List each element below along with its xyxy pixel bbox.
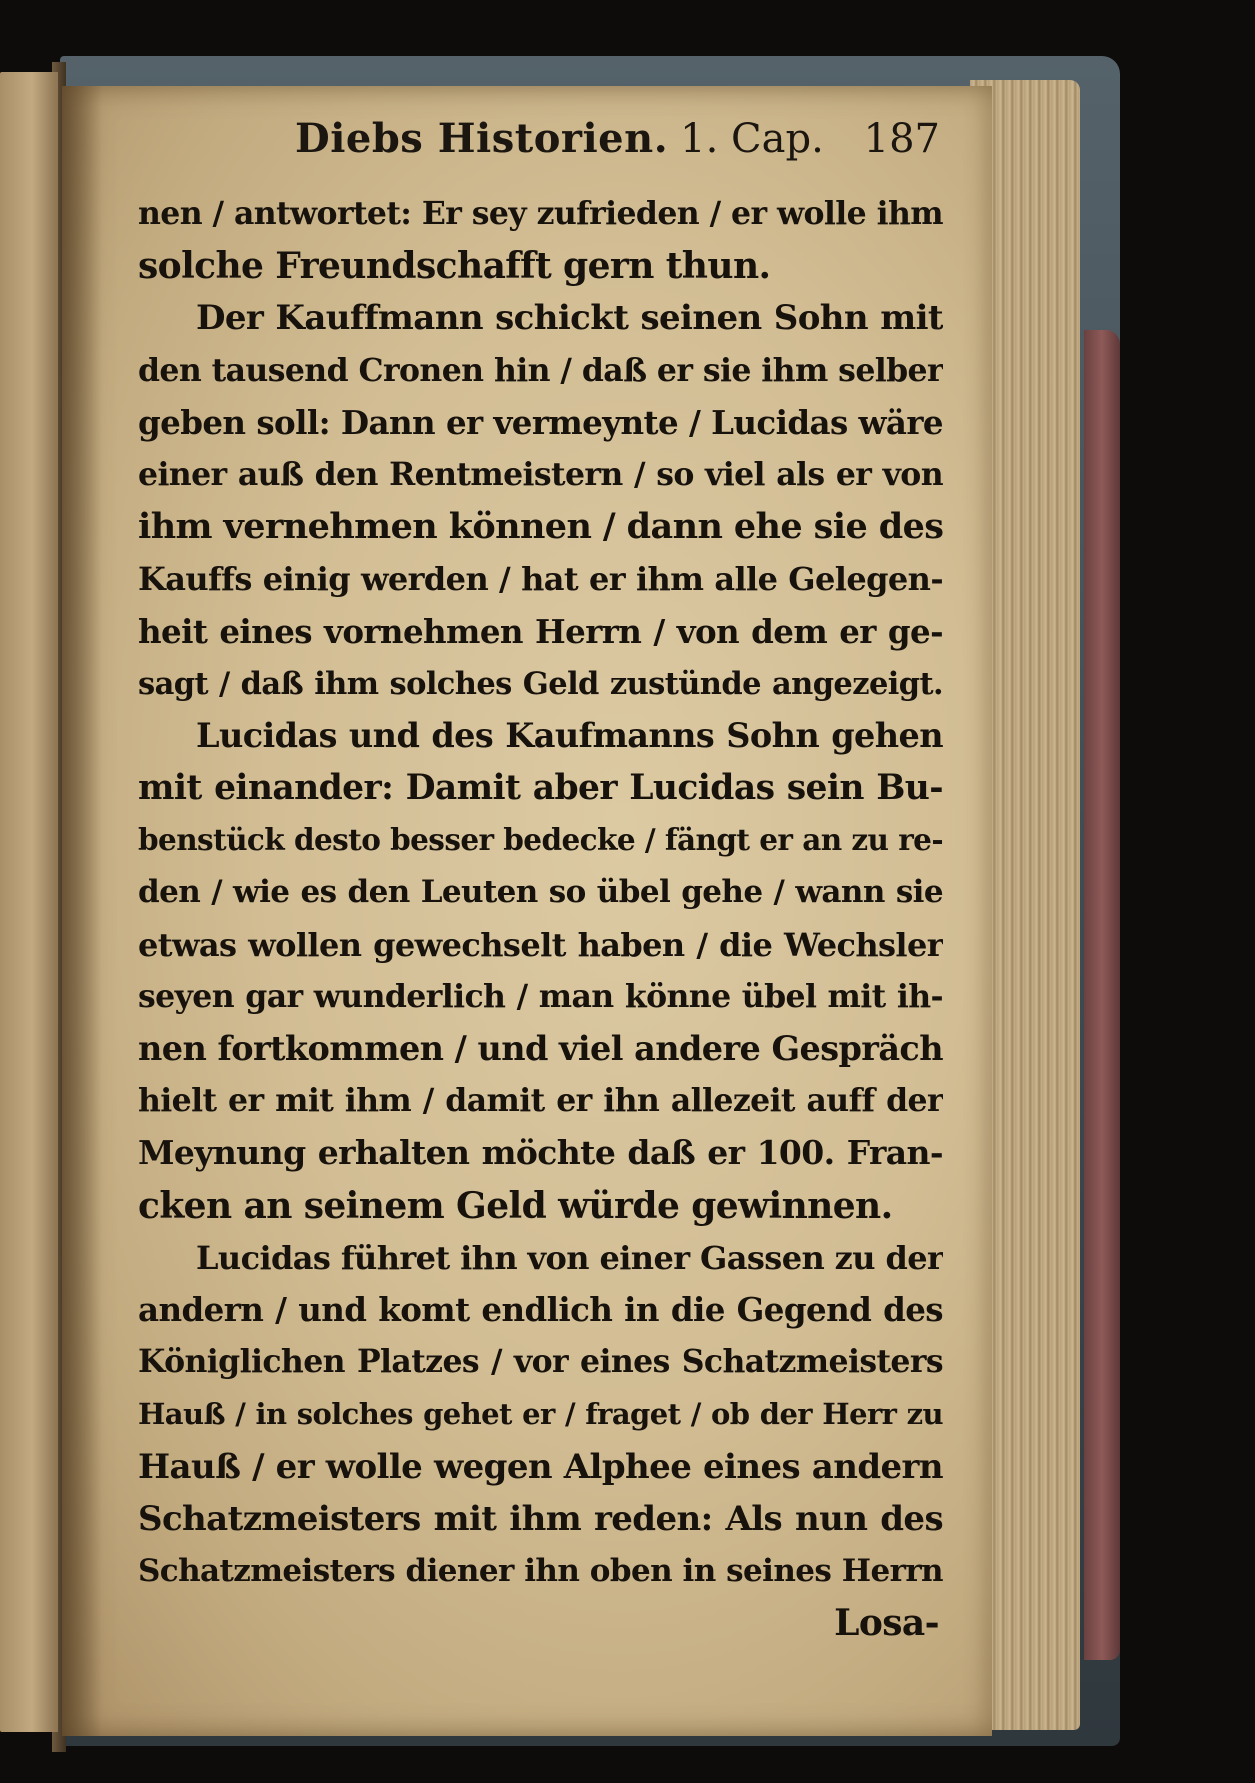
text-line: Schatzmeisters diener ihn oben in seines Herrn <box>138 1552 943 1589</box>
text-line: Lucidas führet ihn von einer Gassen zu der <box>196 1238 943 1277</box>
cover-edge <box>1084 330 1120 1660</box>
text-line: Königlichen Platzes / vor eines Schatzmeisters <box>138 1343 943 1381</box>
catchword: Losa- <box>834 1602 939 1645</box>
gutter-shadow <box>62 86 102 1736</box>
text-line: sagt / daß ihm solches Geld zustünde angezeigt. <box>138 665 943 702</box>
text-line: Hauß / er wolle wegen Alphee eines andern <box>138 1446 943 1487</box>
body-text <box>138 188 943 1649</box>
text-line: nen fortkommen / und viel andere Gespräch <box>138 1029 943 1068</box>
page-number: 187 <box>863 116 940 162</box>
text-line: Lucidas und des Kaufmanns Sohn gehen <box>196 715 943 755</box>
text-line: benstück desto besser bedecke / fängt er an zu re- <box>138 822 943 858</box>
text-line: mit einander: Damit aber Lucidas sein Bu- <box>138 768 943 809</box>
running-head <box>295 115 945 175</box>
text-line: solche Freundschafft gern thun. <box>138 245 771 288</box>
text-line: Der Kauffmann schickt seinen Sohn mit <box>196 298 943 339</box>
text-line: den / wie es den Leuten so übel gehe / wann sie <box>138 874 943 911</box>
text-line: hielt er mit ihm / damit er ihn allezeit auff der <box>138 1082 943 1120</box>
running-head-title: Diebs Historien. <box>295 115 669 162</box>
text-line: seyen gar wunderlich / man könne übel mit ih- <box>138 977 943 1015</box>
text-line: Meynung erhalten möchte daß er 100. Fran- <box>138 1133 943 1173</box>
previous-page-edge <box>0 72 58 1732</box>
text-line: heit eines vornehmen Herrn / von dem er ge- <box>138 611 943 651</box>
text-line: Kauffs einig werden / hat er ihm alle Gelegen- <box>138 560 943 599</box>
text-line: andern / und komt endlich in die Gegend des <box>138 1289 943 1329</box>
text-line: ihm vernehmen können / dann ehe sie des <box>138 506 943 548</box>
text-line: geben soll: Dann er vermeynte / Lucidas wäre <box>138 402 943 442</box>
chapter-label: 1. Cap. <box>680 116 824 162</box>
text-line: cken an seinem Geld würde gewinnen. <box>138 1184 893 1227</box>
text-line: den tausend Cronen hin / daß er sie ihm selber <box>138 351 943 389</box>
text-line: nen / antwortet: Er sey zufrieden / er wolle ihm <box>138 195 943 232</box>
text-line: Schatzmeisters mit ihm reden: Als nun des <box>138 1498 943 1539</box>
text-line: einer auß den Rentmeistern / so viel als er von <box>138 455 943 493</box>
text-line: etwas wollen gewechselt haben / die Wechsler <box>138 925 943 964</box>
text-line: Hauß / in solches gehet er / fraget / ob der Herr zu <box>138 1397 943 1432</box>
